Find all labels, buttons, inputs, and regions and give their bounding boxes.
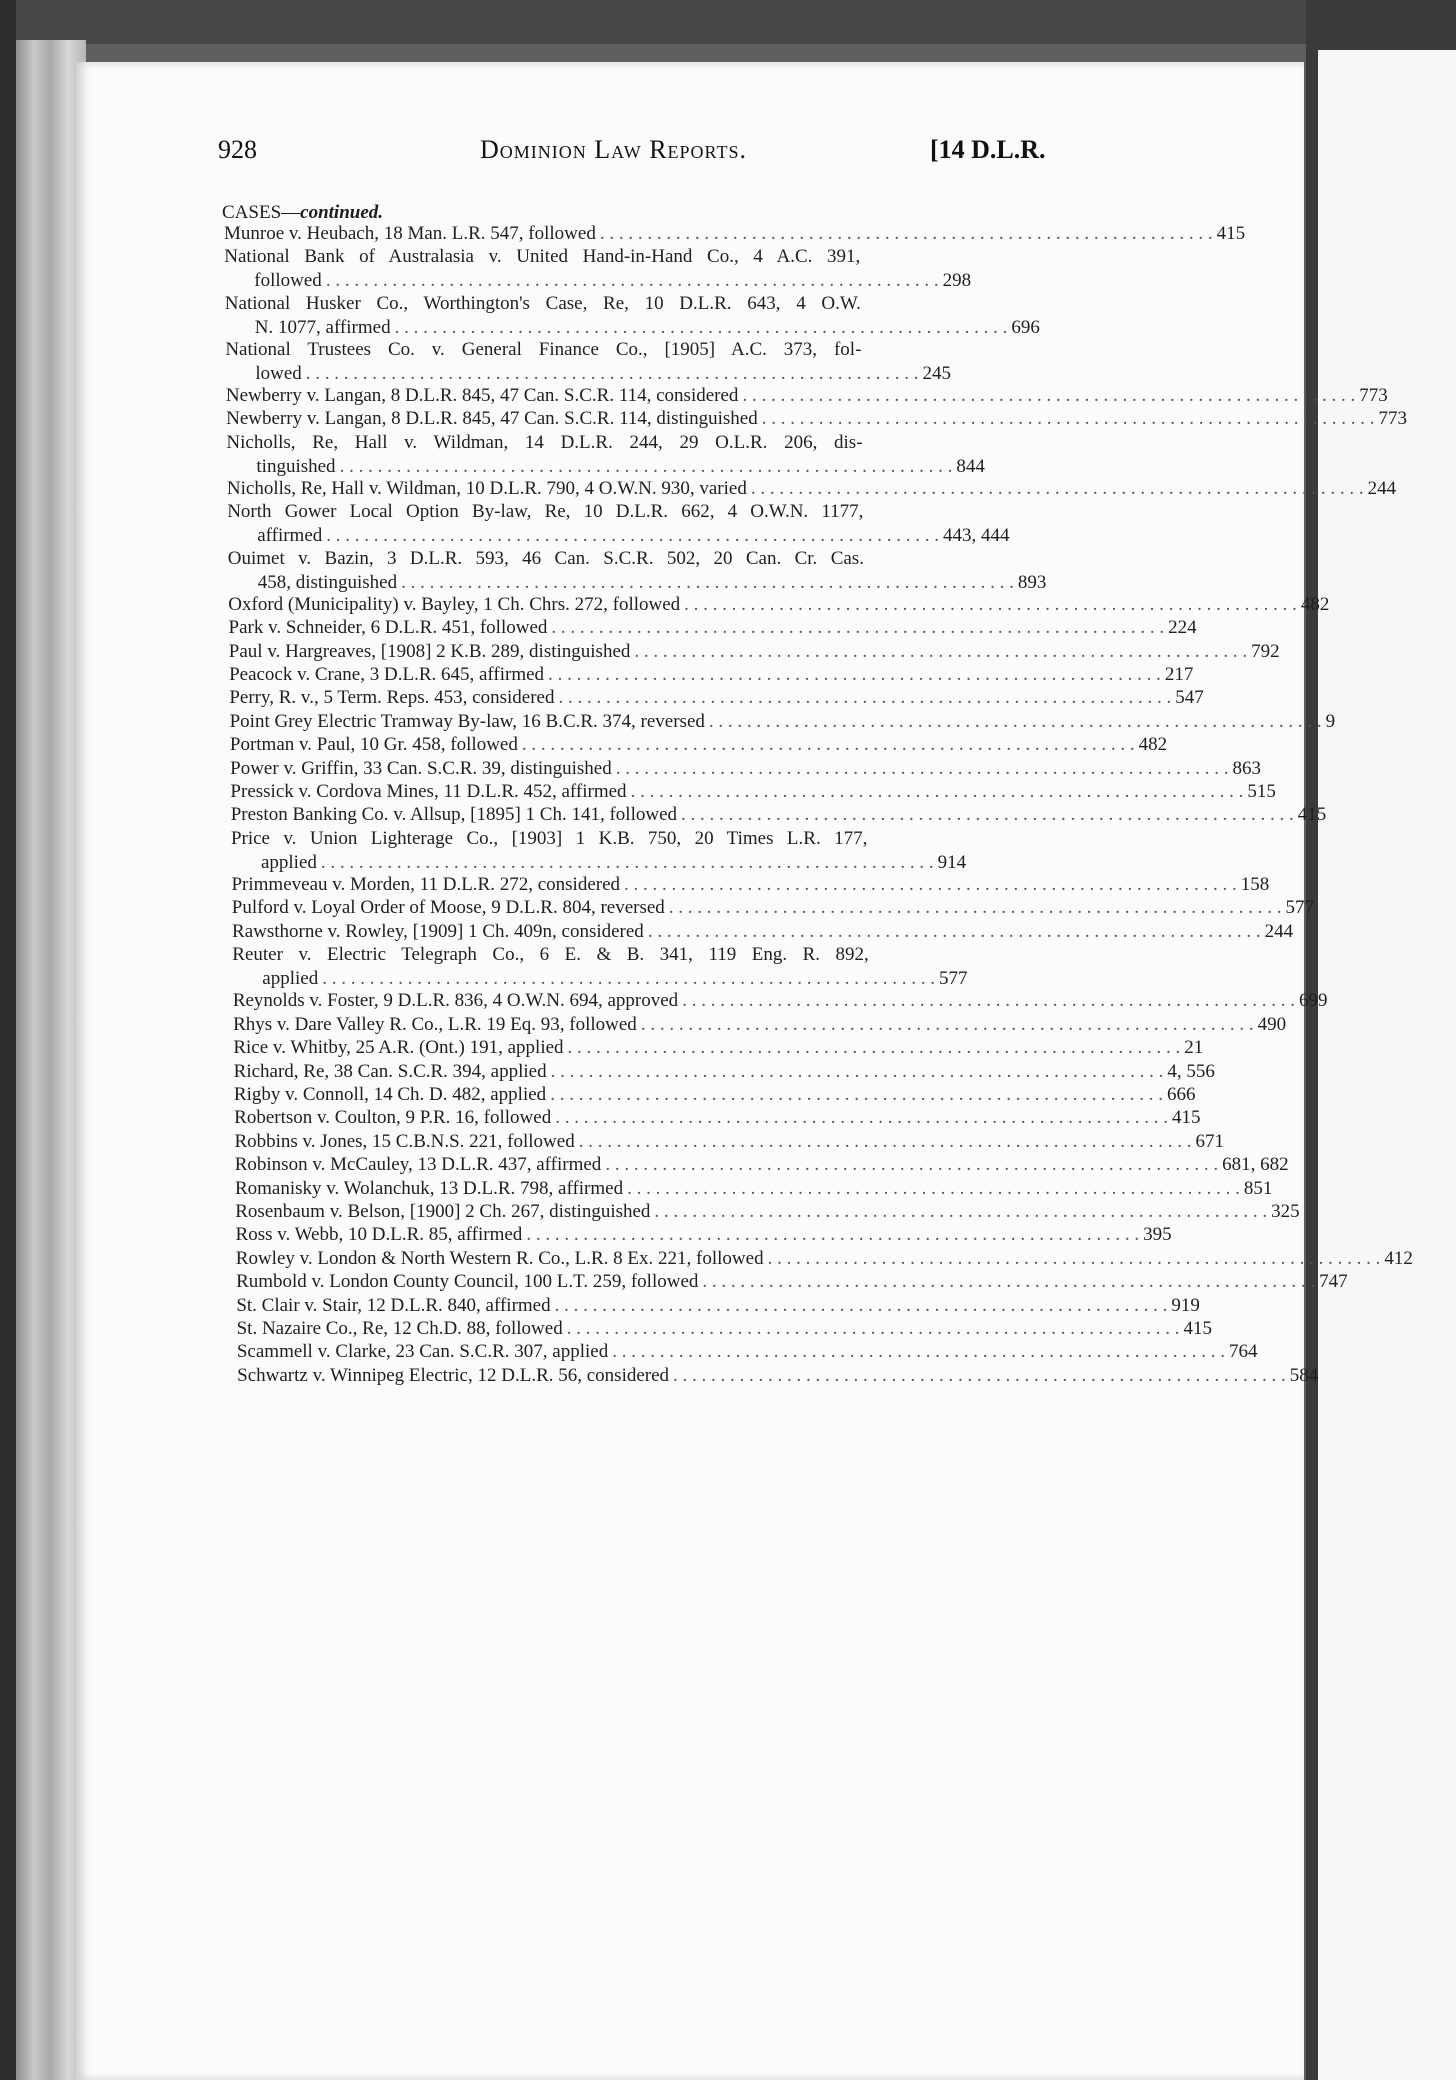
case-entry xyxy=(233,1060,1215,1084)
case-citation: Newberry v. Langan, 8 D.L.R. 845, 47 Can. S.C.R. 114, considered xyxy=(225,385,739,406)
case-entry xyxy=(228,593,1330,617)
dot-leader: . . . . . . . . . . . . . . . . . . . . . . . . . . . . . . . . . . . . . . . . . . . . . . . . . . . . . . . . . . . . . . . . . xyxy=(702,1271,1316,1293)
case-page-number: 515 xyxy=(1247,781,1276,802)
case-entry xyxy=(225,338,952,386)
dot-leader: . . . . . . . . . . . . . . . . . . . . . . . . . . . . . . . . . . . . . . . . . . . . . . . . . . . . . . . . . . . . . . . . . xyxy=(550,1084,1163,1105)
case-entry xyxy=(228,640,1280,664)
case-page-number: 482 xyxy=(1138,734,1168,756)
case-citation-continued: 458, distinguished xyxy=(257,571,398,593)
case-citation: Perry, R. v., 5 Term. Reps. 453, considered xyxy=(229,687,555,709)
case-citation: Robertson v. Coulton, 9 P.R. 16, followed xyxy=(234,1107,552,1129)
case-citation: Power v. Griffin, 33 Can. S.C.R. 39, distinguished xyxy=(230,757,612,779)
case-page-number: 244 xyxy=(1367,478,1397,499)
dot-leader: . . . . . . . . . . . . . . . . . . . . . . . . . . . . . . . . . . . . . . . . . . . . . . . . . . . . . . . . . . . . . . . . . xyxy=(647,920,1261,942)
case-entry xyxy=(235,1223,1172,1247)
case-citation: Richard, Re, 38 Can. S.C.R. 394, applied xyxy=(233,1060,547,1082)
case-page-number: 893 xyxy=(1017,571,1047,593)
case-page-number: 415 xyxy=(1297,804,1327,826)
case-citation: Newberry v. Langan, 8 D.L.R. 845, 47 Can. S.C.R. 114, distinguished xyxy=(226,408,758,430)
case-entry xyxy=(229,733,1168,757)
facing-page-edge xyxy=(1318,50,1456,2080)
section-continued: continued. xyxy=(300,202,384,223)
case-page-number: 764 xyxy=(1228,1341,1258,1363)
case-entry xyxy=(232,943,968,991)
case-citation: Rumbold v. London County Council, 100 L.T. 259, followed xyxy=(236,1271,699,1293)
case-page-number: 217 xyxy=(1164,664,1194,685)
scan-top-border xyxy=(0,0,1456,44)
dot-leader: . . . . . . . . . . . . . . . . . . . . . . . . . . . . . . . . . . . . . . . . . . . . . . . . . . . . . . . . . . . . . . . . . xyxy=(325,270,939,292)
case-entry xyxy=(232,989,1328,1013)
case-page-number: 666 xyxy=(1166,1084,1196,1105)
case-citation-continued: applied xyxy=(260,851,317,873)
case-citation: Robinson v. McCauley, 13 D.L.R. 437, affirmed xyxy=(234,1154,602,1176)
case-citation: Schwartz v. Winnipeg Electric, 12 D.L.R. 56, considered xyxy=(237,1364,670,1386)
case-citation: Reuter v. Electric Telegraph Co., 6 E. & B. 341, 119 Eng. R. 892, xyxy=(232,944,869,966)
case-citation: Pressick v. Cordova Mines, 11 D.L.R. 452, affirmed xyxy=(230,781,627,802)
case-citation: St. Nazaire Co., Re, 12 Ch.D. 88, followed xyxy=(236,1318,563,1339)
case-citation: National Trustees Co. v. General Finance Co., [1905] A.C. 373, fol- xyxy=(225,338,862,360)
case-entry xyxy=(231,896,1315,920)
case-page-number: 325 xyxy=(1271,1201,1300,1222)
dot-leader: . . . . . . . . . . . . . . . . . . . . . . . . . . . . . . . . . . . . . . . . . . . . . . . . . . . . . . . . . . . . . . . . . xyxy=(654,1201,1268,1222)
case-citation: Pulford v. Loyal Order of Moose, 9 D.L.R. 804, reversed xyxy=(231,897,665,919)
case-citation: National Bank of Australasia v. United Hand-in-Hand Co., 4 A.C. 391, xyxy=(224,246,861,268)
case-page-number: 443, 444 xyxy=(943,525,1010,547)
dot-leader: . . . . . . . . . . . . . . . . . . . . . . . . . . . . . . . . . . . . . . . . . . . . . . . . . . . . . . . . . . . . . . . . . xyxy=(578,1130,1192,1152)
dot-leader: . . . . . . . . . . . . . . . . . . . . . . . . . . . . . . . . . . . . . . . . . . . . . . . . . . . . . . . . . . . . . . . . . xyxy=(624,874,1237,895)
section-heading xyxy=(222,202,383,224)
case-entry xyxy=(230,780,1276,804)
case-page-number: 245 xyxy=(922,362,952,384)
case-entry xyxy=(236,1317,1212,1341)
dot-leader: . . . . . . . . . . . . . . . . . . . . . . . . . . . . . . . . . . . . . . . . . . . . . . . . . . . . . . . . . . . . . . . . . xyxy=(567,1037,1181,1059)
dot-leader: . . . . . . . . . . . . . . . . . . . . . . . . . . . . . . . . . . . . . . . . . . . . . . . . . . . . . . . . . . . . . . . . . xyxy=(551,617,1165,639)
case-entry xyxy=(234,1177,1273,1201)
case-citation: Price v. Union Lighterage Co., [1903] 1 K.B. 750, 20 Times L.R. 177, xyxy=(230,827,868,849)
dot-leader: . . . . . . . . . . . . . . . . . . . . . . . . . . . . . . . . . . . . . . . . . . . . . . . . . . . . . . . . . . . . . . . . . xyxy=(681,804,1294,826)
case-citation: Romanisky v. Wolanchuk, 13 D.L.R. 798, affirmed xyxy=(234,1177,624,1199)
dot-leader: . . . . . . . . . . . . . . . . . . . . . . . . . . . . . . . . . . . . . . . . . . . . . . . . . . . . . . . . . . . . . . . . . xyxy=(612,1341,1225,1363)
case-entry xyxy=(225,384,1388,408)
case-page-number: 415 xyxy=(1171,1107,1201,1129)
running-title: Dominion Law Reports. xyxy=(480,135,747,164)
dot-leader: . . . . . . . . . . . . . . . . . . . . . . . . . . . . . . . . . . . . . . . . . . . . . . . . . . . . . . . . . . . . . . . . . xyxy=(605,1154,1219,1176)
case-entry xyxy=(233,1013,1287,1037)
case-entry xyxy=(236,1340,1258,1364)
dot-leader: . . . . . . . . . . . . . . . . . . . . . . . . . . . . . . . . . . . . . . . . . . . . . . . . . . . . . . . . . . . . . . . . . xyxy=(630,781,1244,802)
case-citation: Robbins v. Jones, 15 C.B.N.S. 221, followed xyxy=(234,1130,575,1152)
case-page-number: 699 xyxy=(1298,990,1328,1012)
case-entry xyxy=(227,547,1047,595)
dot-leader: . . . . . . . . . . . . . . . . . . . . . . . . . . . . . . . . . . . . . . . . . . . . . . . . . . . . . . . . . . . . . . . . . xyxy=(554,1294,1168,1316)
case-citation: Portman v. Paul, 10 Gr. 458, followed xyxy=(229,734,518,756)
case-entry xyxy=(226,431,985,479)
case-citation: Rosenbaum v. Belson, [1900] 2 Ch. 267, distinguished xyxy=(235,1201,651,1222)
running-head xyxy=(0,135,1456,175)
case-entry xyxy=(233,1083,1196,1107)
dot-leader: . . . . . . . . . . . . . . . . . . . . . . . . . . . . . . . . . . . . . . . . . . . . . . . . . . . . . . . . . . . . . . . . . xyxy=(558,687,1172,709)
case-entry xyxy=(235,1200,1300,1224)
case-page-number: 224 xyxy=(1168,617,1197,639)
case-page-number: 298 xyxy=(942,270,972,292)
dot-leader: . . . . . . . . . . . . . . . . . . . . . . . . . . . . . . . . . . . . . . . . . . . . . . . . . . . . . . . . . . . . . . . . . xyxy=(634,640,1248,662)
case-page-number: 547 xyxy=(1175,687,1204,709)
case-page-number: 4, 556 xyxy=(1167,1060,1215,1082)
case-citation: St. Clair v. Stair, 12 D.L.R. 840, affirmed xyxy=(236,1294,551,1316)
dot-leader: . . . . . . . . . . . . . . . . . . . . . . . . . . . . . . . . . . . . . . . . . . . . . . . . . . . . . . . . . . . . . . . . . xyxy=(750,478,1364,499)
case-page-number: 9 xyxy=(1325,710,1336,732)
case-entry xyxy=(233,1036,1204,1060)
case-entry xyxy=(232,920,1294,944)
case-entry xyxy=(227,500,1010,548)
case-citation: Nicholls, Re, Hall v. Wildman, 10 D.L.R. 790, 4 O.W.N. 930, varied xyxy=(226,478,747,499)
dot-leader: . . . . . . . . . . . . . . . . . . . . . . . . . . . . . . . . . . . . . . . . . . . . . . . . . . . . . . . . . . . . . . . . . xyxy=(550,1060,1164,1082)
case-entry xyxy=(229,663,1194,687)
case-citation-continued: tinguished xyxy=(256,455,336,477)
case-citation: Reynolds v. Foster, 9 D.L.R. 836, 4 O.W.N. 694, approved xyxy=(232,990,679,1012)
dot-leader: . . . . . . . . . . . . . . . . . . . . . . . . . . . . . . . . . . . . . . . . . . . . . . . . . . . . . . . . . . . . . . . . . xyxy=(566,1318,1180,1339)
dot-leader: . . . . . . . . . . . . . . . . . . . . . . . . . . . . . . . . . . . . . . . . . . . . . . . . . . . . . . . . . . . . . . . . . xyxy=(673,1364,1286,1386)
case-page-number: 747 xyxy=(1319,1271,1348,1293)
case-entry xyxy=(224,222,1246,246)
case-citation: Scammell v. Clarke, 23 Can. S.C.R. 307, applied xyxy=(236,1341,609,1363)
case-citation: Munroe v. Heubach, 18 Man. L.R. 547, followed xyxy=(224,223,596,244)
case-citation: Ouimet v. Bazin, 3 D.L.R. 593, 46 Can. S.C.R. 502, 20 Can. Cr. Cas. xyxy=(227,547,864,569)
case-page-number: 792 xyxy=(1251,640,1280,662)
case-citation: Oxford (Municipality) v. Bayley, 1 Ch. Chrs. 272, followed xyxy=(228,593,681,615)
case-entry xyxy=(226,477,1397,501)
case-page-number: 577 xyxy=(1285,897,1315,919)
volume-reference: [14 D.L.R. xyxy=(930,135,1046,164)
case-entry xyxy=(234,1130,1224,1154)
case-entry xyxy=(224,245,972,293)
case-entry xyxy=(236,1270,1348,1294)
case-page-number: 671 xyxy=(1195,1130,1224,1152)
case-page-number: 773 xyxy=(1378,408,1407,430)
case-entry xyxy=(236,1294,1200,1318)
dot-leader: . . . . . . . . . . . . . . . . . . . . . . . . . . . . . . . . . . . . . . . . . . . . . . . . . . . . . . . . . . . . . . . . . xyxy=(640,1013,1254,1035)
case-entry xyxy=(229,686,1204,710)
case-page-number: 395 xyxy=(1143,1224,1172,1246)
case-entry xyxy=(234,1153,1289,1177)
page-number: 928 xyxy=(218,135,257,164)
case-citation: Peacock v. Crane, 3 D.L.R. 645, affirmed xyxy=(229,664,545,685)
dot-leader: . . . . . . . . . . . . . . . . . . . . . . . . . . . . . . . . . . . . . . . . . . . . . . . . . . . . . . . . . . . . . . . . . xyxy=(394,316,1008,338)
dot-leader: . . . . . . . . . . . . . . . . . . . . . . . . . . . . . . . . . . . . . . . . . . . . . . . . . . . . . . . . . . . . . . . . . xyxy=(526,1224,1140,1246)
case-citation: Primmeveau v. Morden, 11 D.L.R. 272, considered xyxy=(231,874,621,895)
dot-leader: . . . . . . . . . . . . . . . . . . . . . . . . . . . . . . . . . . . . . . . . . . . . . . . . . . . . . . . . . . . . . . . . . xyxy=(615,757,1229,779)
case-entry xyxy=(237,1364,1319,1388)
case-page-number: 577 xyxy=(938,968,968,990)
case-citation: Park v. Schneider, 6 D.L.R. 451, followed xyxy=(228,617,548,639)
case-page-number: 851 xyxy=(1243,1177,1273,1199)
dot-leader: . . . . . . . . . . . . . . . . . . . . . . . . . . . . . . . . . . . . . . . . . . . . . . . . . . . . . . . . . . . . . . . . . xyxy=(521,734,1135,756)
case-citation-continued: applied xyxy=(262,968,319,990)
case-page-number: 158 xyxy=(1240,874,1270,895)
dot-leader: . . . . . . . . . . . . . . . . . . . . . . . . . . . . . . . . . . . . . . . . . . . . . . . . . . . . . . . . . . . . . . . . . xyxy=(684,593,1297,615)
case-page-number: 773 xyxy=(1359,385,1388,406)
case-page-number: 415 xyxy=(1183,1318,1212,1339)
case-entry xyxy=(230,757,1261,781)
case-citation: Rice v. Whitby, 25 A.R. (Ont.) 191, applied xyxy=(233,1037,564,1059)
case-citation-continued: affirmed xyxy=(257,525,323,547)
case-citation: Rigby v. Connoll, 14 Ch. D. 482, applied xyxy=(233,1084,547,1105)
case-page-number: 584 xyxy=(1289,1364,1319,1386)
dot-leader: . . . . . . . . . . . . . . . . . . . . . . . . . . . . . . . . . . . . . . . . . . . . . . . . . . . . . . . . . . . . . . . . . xyxy=(682,990,1295,1012)
dot-leader: . . . . . . . . . . . . . . . . . . . . . . . . . . . . . . . . . . . . . . . . . . . . . . . . . . . . . . . . . . . . . . . . . xyxy=(767,1247,1381,1269)
case-citation: Point Grey Electric Tramway By-law, 16 B.C.R. 374, reversed xyxy=(229,710,705,732)
case-entry xyxy=(228,616,1197,640)
dot-leader: . . . . . . . . . . . . . . . . . . . . . . . . . . . . . . . . . . . . . . . . . . . . . . . . . . . . . . . . . . . . . . . . . xyxy=(599,223,1213,244)
case-citation: Ross v. Webb, 10 D.L.R. 85, affirmed xyxy=(235,1224,523,1246)
case-page-number: 863 xyxy=(1232,757,1261,779)
case-citation: National Husker Co., Worthington's Case, Re, 10 D.L.R. 643, 4 O.W. xyxy=(224,292,861,314)
case-entry xyxy=(231,873,1270,897)
dot-leader: . . . . . . . . . . . . . . . . . . . . . . . . . . . . . . . . . . . . . . . . . . . . . . . . . . . . . . . . . . . . . . . . . xyxy=(326,525,940,547)
dot-leader: . . . . . . . . . . . . . . . . . . . . . . . . . . . . . . . . . . . . . . . . . . . . . . . . . . . . . . . . . . . . . . . . . xyxy=(548,664,1161,685)
case-entry xyxy=(229,710,1336,734)
case-page-number: 412 xyxy=(1384,1247,1413,1269)
case-entry xyxy=(224,292,1040,340)
case-entry xyxy=(230,803,1327,827)
case-citation: Paul v. Hargreaves, [1908] 2 K.B. 289, distinguished xyxy=(228,640,631,662)
dot-leader: . . . . . . . . . . . . . . . . . . . . . . . . . . . . . . . . . . . . . . . . . . . . . . . . . . . . . . . . . . . . . . . . . xyxy=(742,385,1356,406)
case-entry xyxy=(226,407,1407,431)
case-page-number: 490 xyxy=(1257,1013,1287,1035)
dot-leader: . . . . . . . . . . . . . . . . . . . . . . . . . . . . . . . . . . . . . . . . . . . . . . . . . . . . . . . . . . . . . . . . . xyxy=(401,571,1014,593)
dot-leader: . . . . . . . . . . . . . . . . . . . . . . . . . . . . . . . . . . . . . . . . . . . . . . . . . . . . . . . . . . . . . . . . . xyxy=(305,362,919,384)
case-page-number: 482 xyxy=(1300,593,1330,615)
case-citation: Nicholls, Re, Hall v. Wildman, 14 D.L.R. 244, 29 O.L.R. 206, dis- xyxy=(226,431,863,453)
case-entry xyxy=(234,1106,1201,1130)
case-citation-continued: followed xyxy=(254,270,322,292)
dot-leader: . . . . . . . . . . . . . . . . . . . . . . . . . . . . . . . . . . . . . . . . . . . . . . . . . . . . . . . . . . . . . . . . . xyxy=(627,1177,1240,1199)
case-entry xyxy=(230,827,967,875)
case-page-number: 415 xyxy=(1216,223,1246,244)
dot-leader: . . . . . . . . . . . . . . . . . . . . . . . . . . . . . . . . . . . . . . . . . . . . . . . . . . . . . . . . . . . . . . . . . xyxy=(761,408,1375,430)
case-page-number: 21 xyxy=(1184,1037,1204,1059)
case-page-number: 696 xyxy=(1011,316,1040,338)
case-page-number: 844 xyxy=(956,455,985,477)
case-citation: Preston Banking Co. v. Allsup, [1895] 1 Ch. 141, followed xyxy=(230,804,678,826)
dot-leader: . . . . . . . . . . . . . . . . . . . . . . . . . . . . . . . . . . . . . . . . . . . . . . . . . . . . . . . . . . . . . . . . . xyxy=(708,710,1322,732)
case-entry xyxy=(235,1247,1413,1271)
case-citation: Rhys v. Dare Valley R. Co., L.R. 19 Eq. 93, followed xyxy=(233,1013,637,1035)
dot-leader: . . . . . . . . . . . . . . . . . . . . . . . . . . . . . . . . . . . . . . . . . . . . . . . . . . . . . . . . . . . . . . . . . xyxy=(668,897,1282,919)
case-citation-continued: lowed xyxy=(255,362,302,384)
dot-leader: . . . . . . . . . . . . . . . . . . . . . . . . . . . . . . . . . . . . . . . . . . . . . . . . . . . . . . . . . . . . . . . . . xyxy=(555,1107,1168,1129)
case-citation: Rawsthorne v. Rowley, [1909] 1 Ch. 409n, considered xyxy=(232,920,644,942)
case-citation-continued: N. 1077, affirmed xyxy=(254,316,391,338)
case-page-number: 919 xyxy=(1171,1294,1200,1316)
case-citation: North Gower Local Option By-law, Re, 10 D.L.R. 662, 4 O.W.N. 1177, xyxy=(227,501,864,523)
case-page-number: 914 xyxy=(937,851,967,873)
dot-leader: . . . . . . . . . . . . . . . . . . . . . . . . . . . . . . . . . . . . . . . . . . . . . . . . . . . . . . . . . . . . . . . . . xyxy=(339,455,953,477)
case-page-number: 244 xyxy=(1264,920,1294,942)
dot-leader: . . . . . . . . . . . . . . . . . . . . . . . . . . . . . . . . . . . . . . . . . . . . . . . . . . . . . . . . . . . . . . . . . xyxy=(320,851,934,873)
scan-left-border xyxy=(0,0,16,2080)
section-label: CASES— xyxy=(222,202,301,223)
dot-leader: . . . . . . . . . . . . . . . . . . . . . . . . . . . . . . . . . . . . . . . . . . . . . . . . . . . . . . . . . . . . . . . . . xyxy=(322,968,935,990)
case-page-number: 681, 682 xyxy=(1222,1154,1289,1176)
case-citation: Rowley v. London & North Western R. Co., L.R. 8 Ex. 221, followed xyxy=(235,1247,764,1269)
